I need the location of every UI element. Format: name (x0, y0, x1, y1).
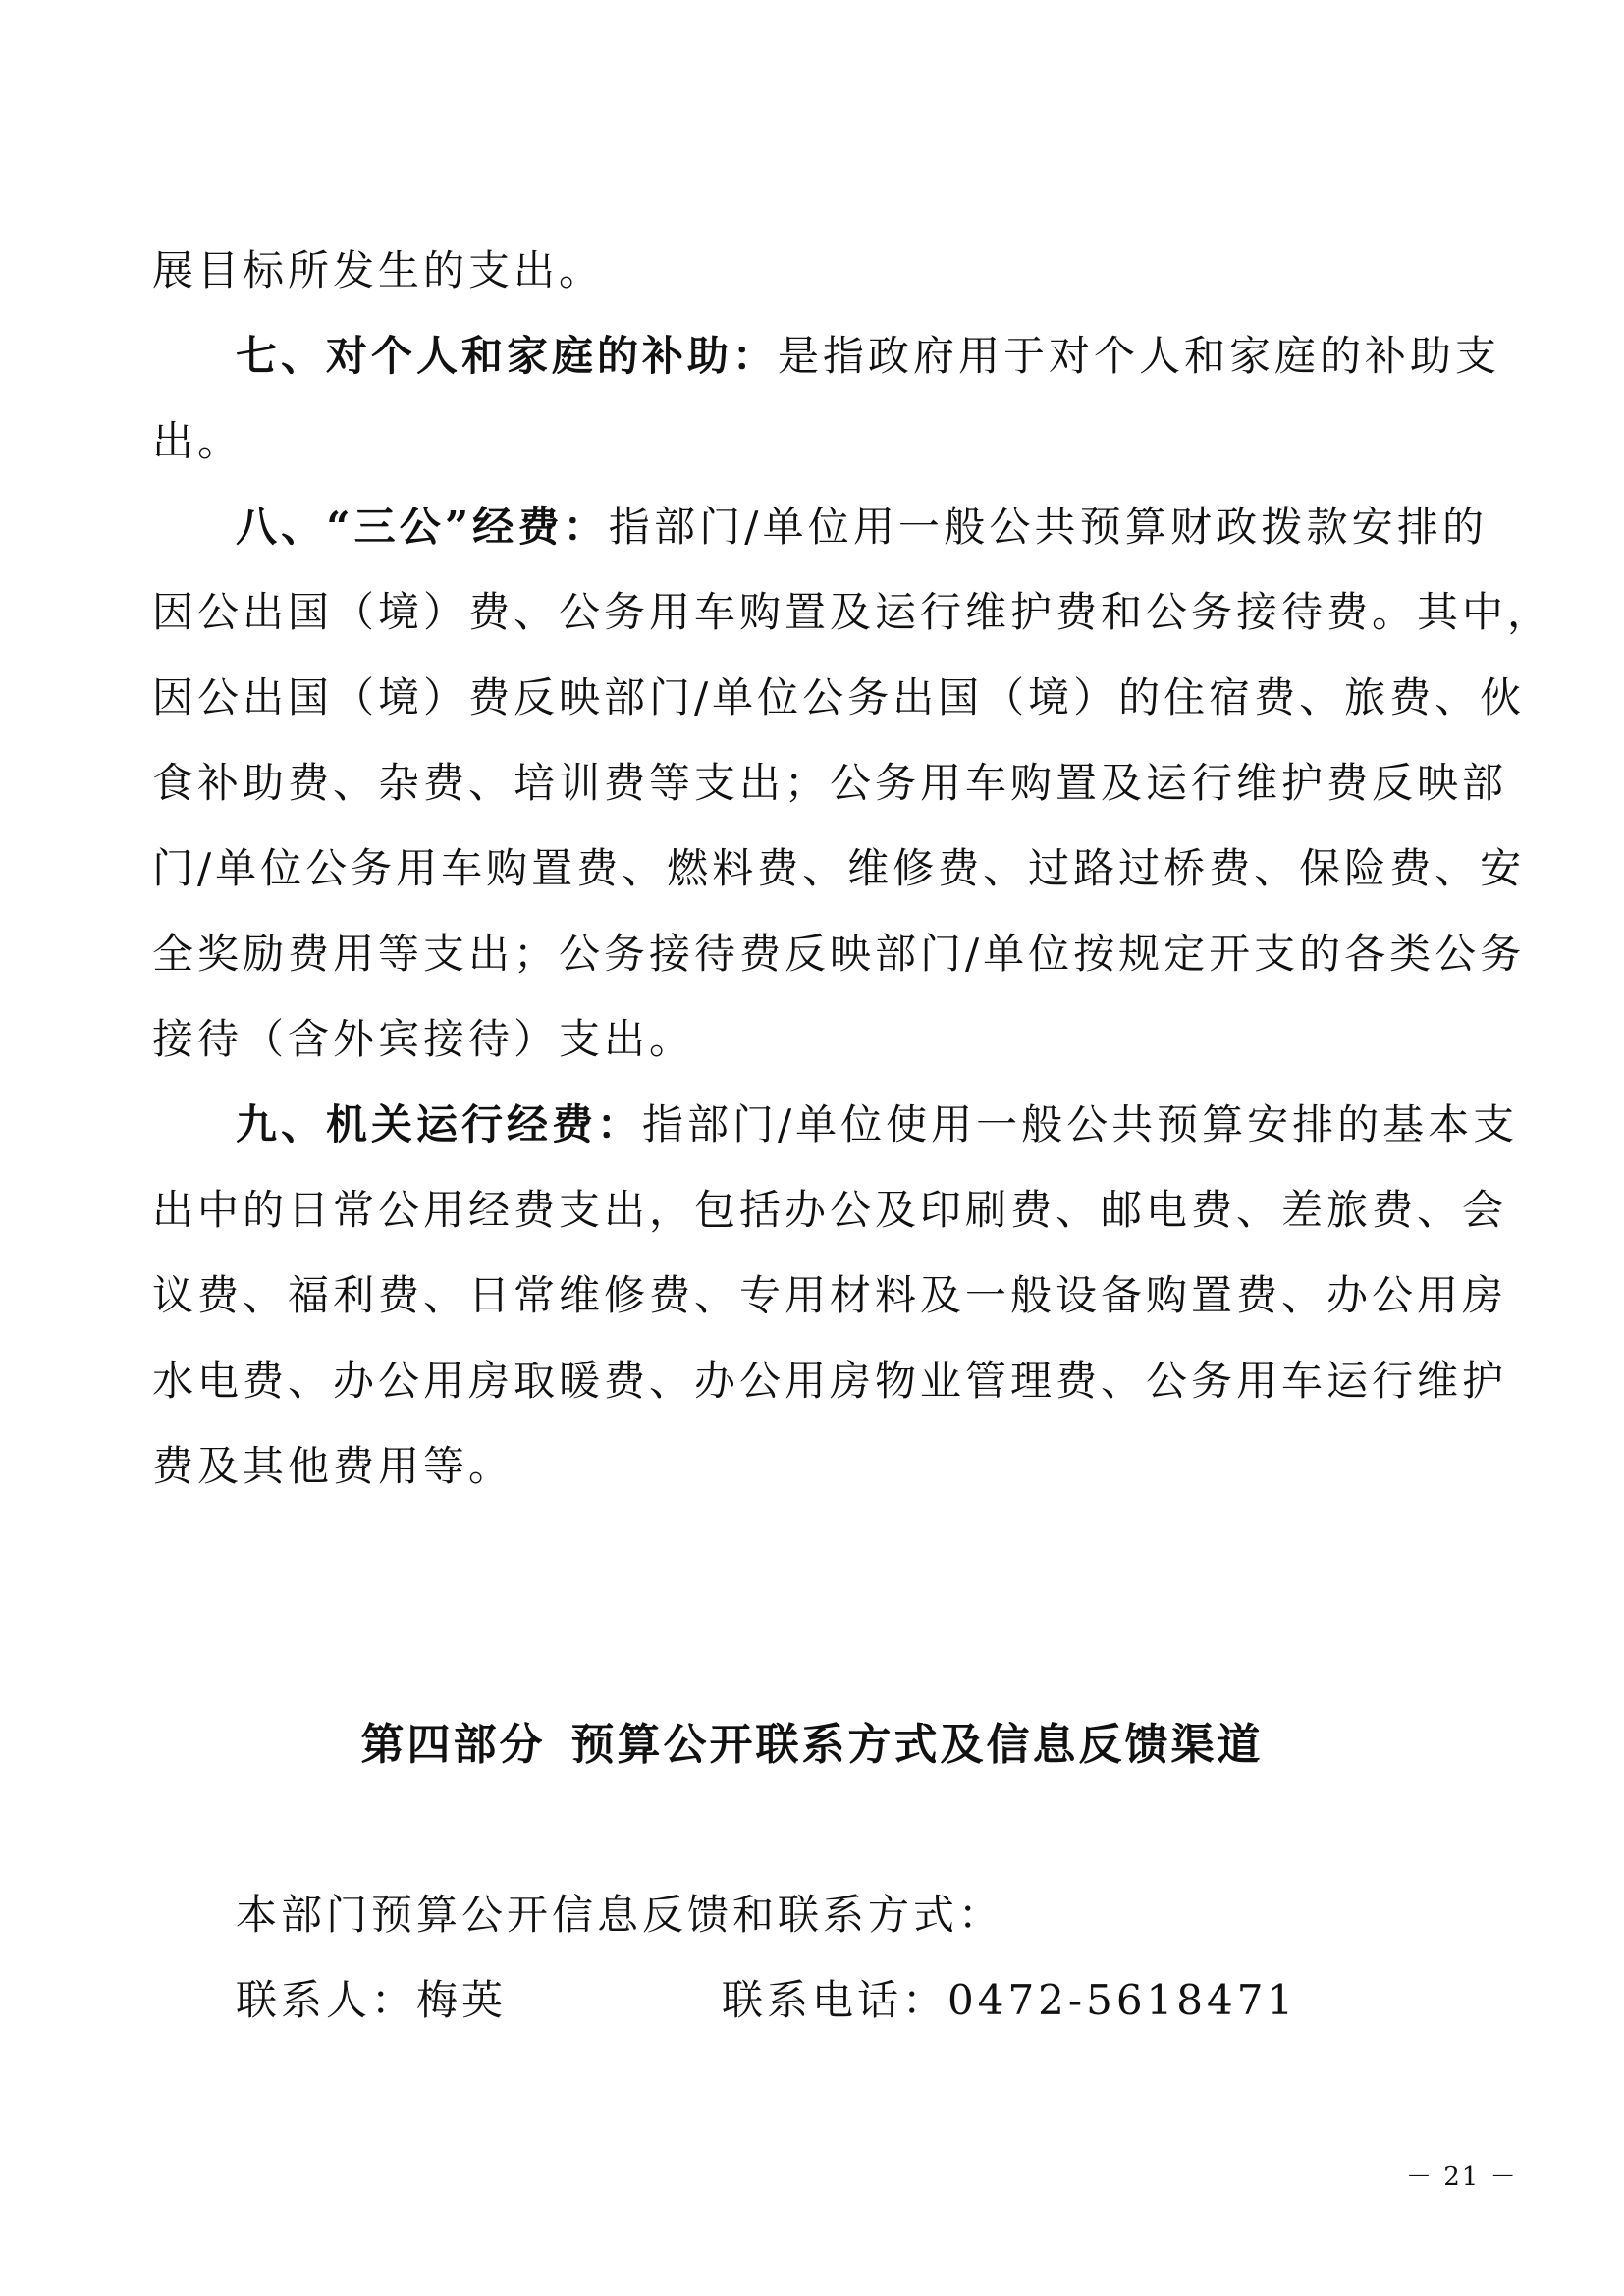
paragraph-line: 出中的日常公用经费支出，包括办公及印刷费、邮电费、差旅费、会 (152, 1186, 1508, 1234)
contact-person (236, 1971, 507, 2030)
paragraph-line: 门/单位公务用车购置费、燃料费、维修费、过路过桥费、保险费、安 (152, 844, 1526, 892)
section-heading (0, 1716, 1624, 1775)
paragraph-nine-title: 九、机关运行经费： (236, 1100, 643, 1148)
contact-intro: 本部门预算公开信息反馈和联系方式： (236, 1891, 1004, 1939)
paragraph-eight-title: 八、“三公”经费： (236, 503, 609, 551)
paragraph-line: 展目标所发生的支出。 (152, 246, 605, 294)
contact-phone (722, 1971, 1297, 2030)
paragraph-line: 食补助费、杂费、培训费等支出；公务用车购置及运行维护费反映部 (152, 759, 1508, 807)
page-number: － 21 － (1406, 2163, 1518, 2192)
paragraph-line: 接待（含外宾接待）支出。 (152, 1015, 695, 1063)
paragraph-nine-text: 指部门/单位使用一般公共预算安排的基本支 (642, 1100, 1519, 1148)
paragraph-seven-title: 七、对个人和家庭的补助： (236, 332, 779, 380)
paragraph-eight-text: 指部门/单位用一般公共预算财政拨款安排的 (608, 503, 1488, 551)
section-title: 预算公开联系方式及信息反馈渠道 (570, 1720, 1264, 1770)
contact-phone-label: 联系电话： (722, 1976, 948, 2024)
paragraph-nine-line-1 (236, 1095, 1519, 1154)
paragraph-line: 议费、福利费、日常维修费、专用材料及一般设备购置费、办公用房 (152, 1271, 1508, 1319)
paragraph-eight-line-1 (236, 498, 1488, 557)
section-part-label: 第四部分 (360, 1720, 546, 1770)
contact-person-label: 联系人： (236, 1976, 417, 2024)
paragraph-seven-text: 是指政府用于对个人和家庭的补助支 (778, 332, 1501, 380)
contact-phone-number: 0472-5618471 (947, 1976, 1298, 2024)
contact-person-name: 梅英 (416, 1976, 508, 2024)
paragraph-line: 水电费、办公用房取暖费、办公用房物业管理费、公务用车运行维护 (152, 1357, 1508, 1405)
paragraph-line: 出。 (152, 417, 244, 465)
paragraph-line: 因公出国（境）费反映部门/单位公务出国（境）的住宿费、旅费、伙 (152, 673, 1526, 721)
paragraph-line: 因公出国（境）费、公务用车购置及运行维护费和公务接待费。其中， (152, 588, 1553, 636)
paragraph-line: 费及其他费用等。 (152, 1442, 514, 1490)
paragraph-seven-line-1 (236, 327, 1501, 386)
paragraph-line: 全奖励费用等支出；公务接待费反映部门/单位按规定开支的各类公务 (152, 930, 1526, 978)
